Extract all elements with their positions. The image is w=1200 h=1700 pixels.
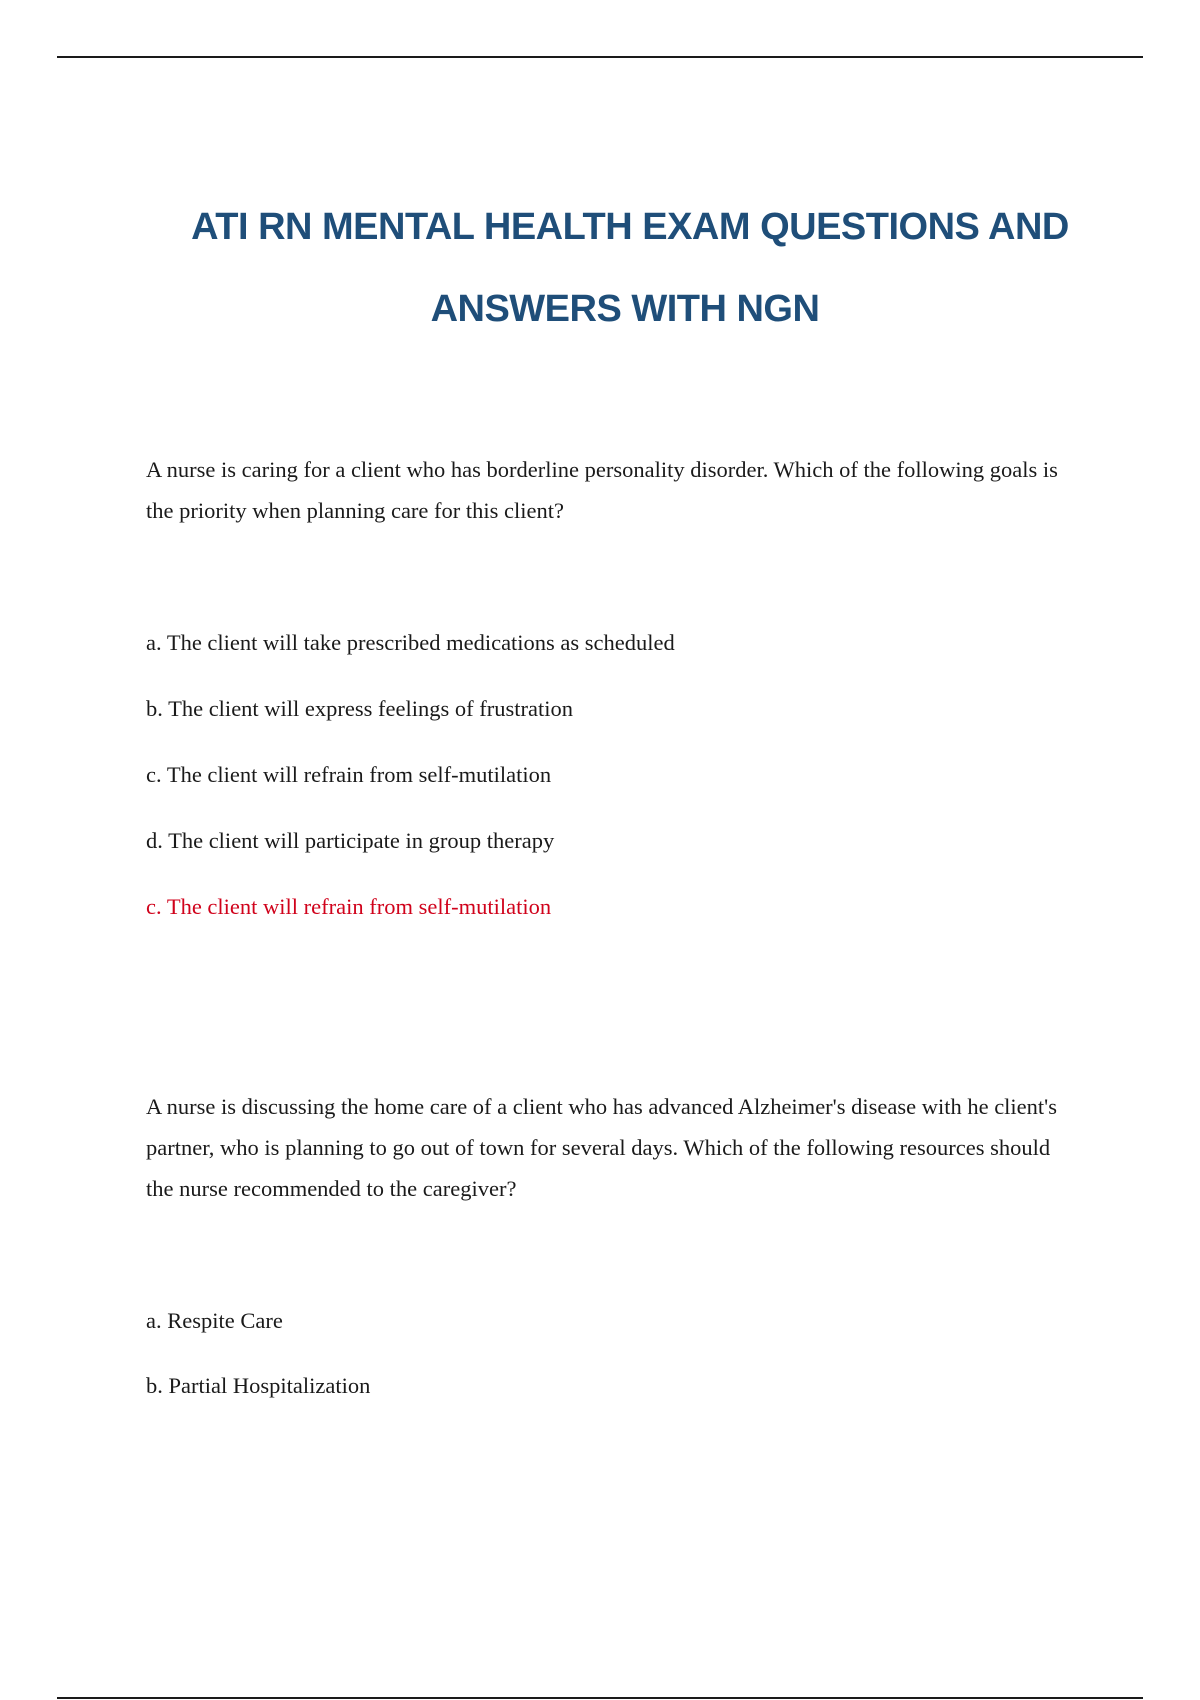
question-2-option-b: b. Partial Hospitalization	[146, 1373, 371, 1398]
question-1-option-a: a. The client will take prescribed medications as scheduled	[146, 630, 675, 655]
question-2-text: A nurse is discussing the home care of a client who has advanced Alzheimer's disease with he client's partner, who is planning to go out of town for several days. Which of the following resources should the nurse recommended to the caregiver?	[146, 1094, 1057, 1201]
footer-rule	[57, 1697, 1143, 1699]
question-1-option-b: b. The client will express feelings of frustration	[146, 696, 573, 721]
question-1-option-c: c. The client will refrain from self-mutilation	[146, 762, 552, 787]
document-title-line-1: ATI RN MENTAL HEALTH EXAM QUESTIONS AND	[191, 206, 1069, 248]
question-1-text: A nurse is caring for a client who has borderline personality disorder. Which of the following goals is the priority when planning care for this client?	[146, 457, 1058, 523]
header-rule	[57, 56, 1143, 58]
document-title-line-2: ANSWERS WITH NGN	[430, 288, 820, 330]
question-1-option-d: d. The client will participate in group therapy	[146, 828, 555, 853]
question-1-answer: c. The client will refrain from self-mutilation	[146, 894, 552, 919]
question-2-option-a: a. Respite Care	[146, 1308, 283, 1333]
